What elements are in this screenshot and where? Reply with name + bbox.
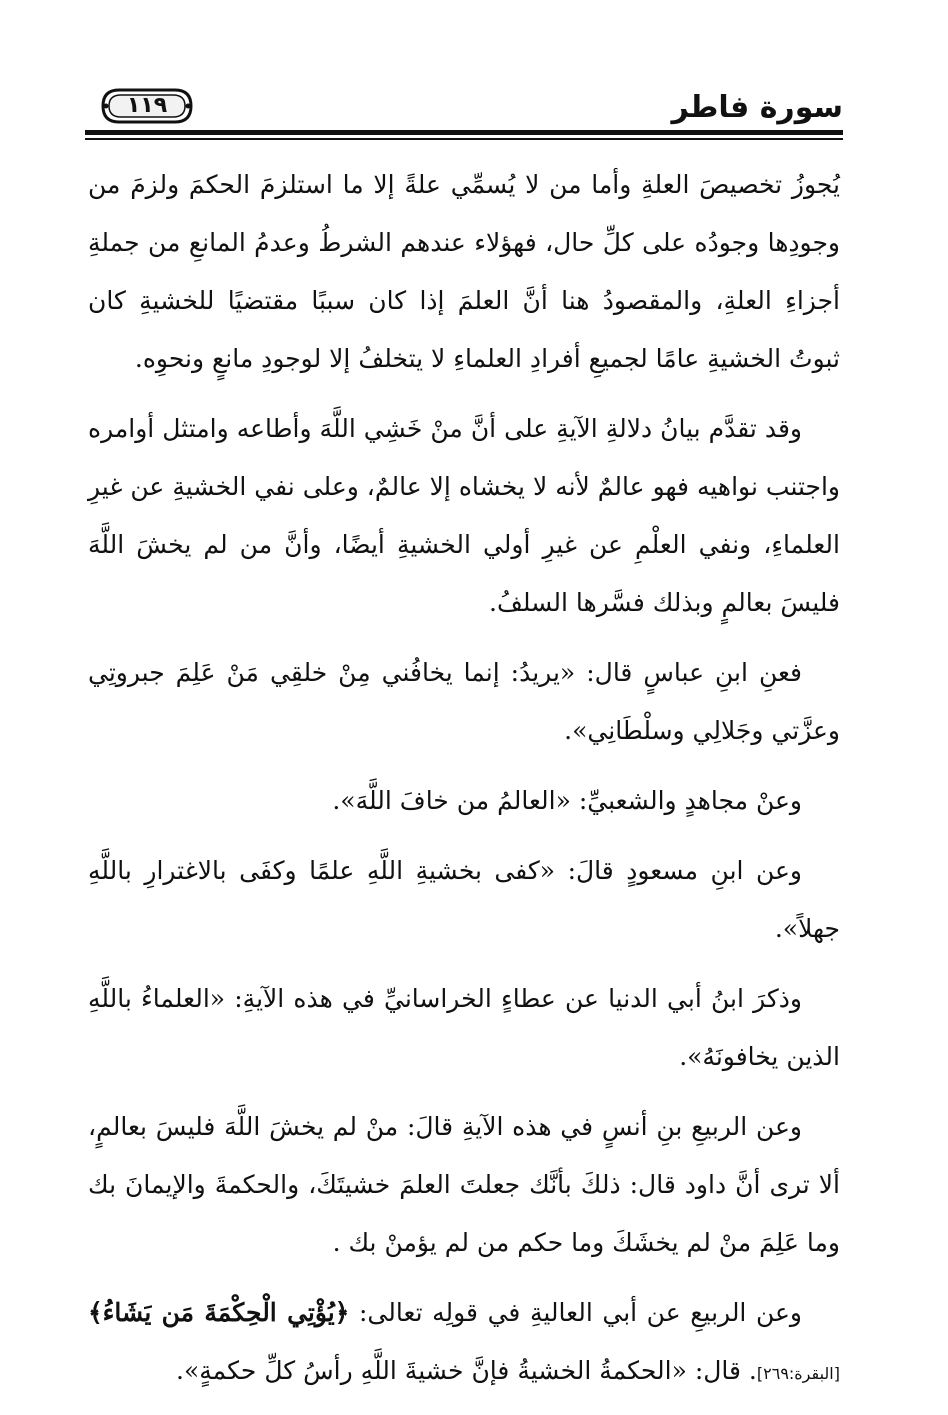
paragraph-with-quran xyxy=(88,1284,840,1403)
paragraph: فعنِ ابنِ عباسٍ قال: «يريدُ: إنما يخافُني مِنْ خلقِي مَنْ عَلِمَ جبروتِي وعزَّتي وجَلالِي وسلْطَانِي». xyxy=(88,658,840,745)
paragraph: وعنْ مجاهدٍ والشعبيِّ: «العالمُ من خافَ اللَّهَ». xyxy=(332,786,802,815)
page-number-badge xyxy=(99,86,195,126)
header-rule xyxy=(85,130,843,141)
surah-title: سورة فاطر xyxy=(671,90,843,125)
paragraph-intro: وعن الربيعِ عن أبي العاليةِ في قولِه تعالى: xyxy=(349,1298,802,1327)
verse-reference: [البقرة:٢٦٩] xyxy=(756,1364,840,1383)
paragraph: يُجوزُ تخصيصَ العلةِ وأما من لا يُسمِّي علةً إلا ما استلزمَ الحكمَ ولزمَ من وجودِها وجودُه على كلِّ حال، فهؤلاء عندهم الشرطُ وعدمُ المانعِ من جملةِ أجزاءِ العلةِ، والمقصودُ هنا أنَّ العلمَ إذا كان سببًا مقتضيًا للخشيةِ كان ثبوتُ الخشيةِ عامًا لجميعِ أفرادِ العلماءِ لا يتخلفُ إلا لوجودِ مانعٍ ونحوِه. xyxy=(88,170,840,373)
header-rule-thin xyxy=(85,138,843,140)
paragraph: وذكرَ ابنُ أبي الدنيا عن عطاءٍ الخراسانيِّ في هذه الآيةِ: «العلماءُ باللَّهِ الذين يخافونَهُ». xyxy=(88,984,840,1071)
header-rule-thick xyxy=(85,130,843,135)
paragraph: وقد تقدَّم بيانُ دلالةِ الآيةِ على أنَّ منْ خَشِي اللَّهَ وأطاعه وامتثل أوامره واجتنب نواهيه فهو عالمٌ لأنه لا يخشاه إلا عالمٌ، وعلى نفي الخشيةِ عن غيرِ العلماءِ، ونفي العلْمِ عن غيرِ أولي الخشيةِ أيضًا، وأنَّ من لم يخشَ اللَّهَ فليسَ بعالمٍ وبذلك فسَّرها السلفُ. xyxy=(88,414,840,617)
quran-verse: ﴿يُؤْتِي الْحِكْمَةَ مَن يَشَاءُ﴾ xyxy=(88,1298,350,1327)
page-body xyxy=(88,156,840,1415)
page-header xyxy=(85,84,843,144)
paragraph: وعن ابنِ مسعودٍ قالَ: «كفى بخشيةِ اللَّهِ علمًا وكفَى بالاغترارِ باللَّهِ جهلاً». xyxy=(88,856,840,943)
paragraph: وعن الربيعِ بنِ أنسٍ في هذه الآيةِ قالَ: منْ لم يخشَ اللَّهَ فليسَ بعالمٍ، ألا ترى أنَّ داود قال: ذلكَ بأنَّك جعلتَ العلمَ خشيتَكَ، والحكمةَ والإيمانَ بك وما عَلِمَ منْ لم يخشَكَ وما حكم من لم يؤمنْ بك . xyxy=(88,1112,840,1257)
paragraph-rest: . قال: «الحكمةُ الخشيةُ فإنَّ خشيةَ اللَّهِ رأسُ كلِّ حكمةٍ». xyxy=(176,1356,757,1385)
page-number: ١١٩ xyxy=(126,93,168,118)
